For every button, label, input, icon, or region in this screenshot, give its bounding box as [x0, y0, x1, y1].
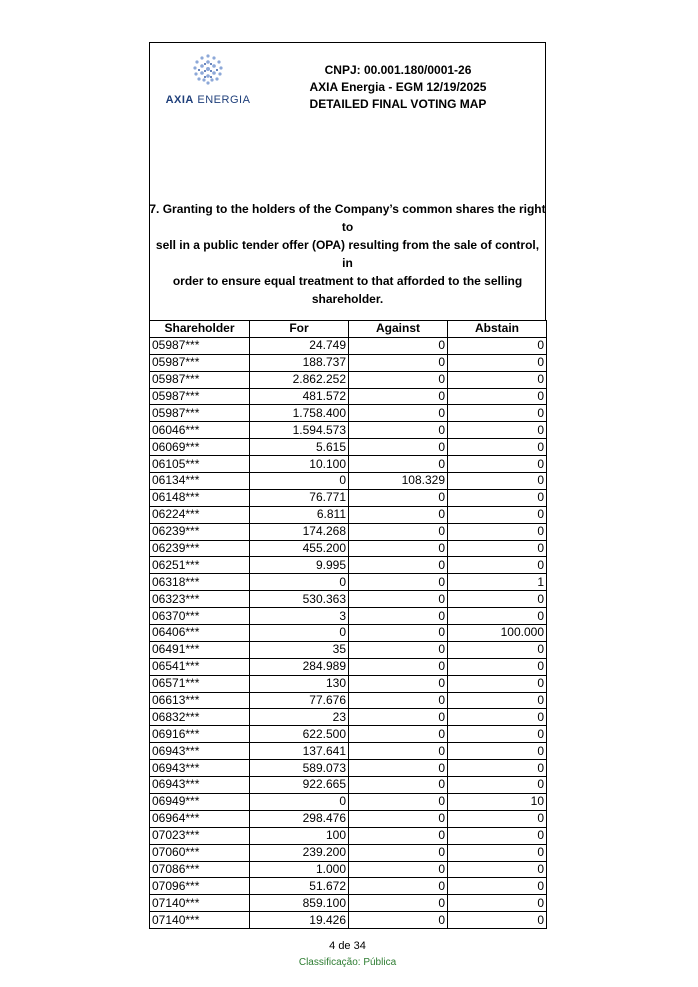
cell-for: 10.100	[250, 456, 349, 473]
cell-shareholder: 06239***	[150, 523, 250, 540]
table-row	[150, 692, 547, 709]
cell-shareholder: 06148***	[150, 489, 250, 506]
cell-abstain: 0	[448, 641, 547, 658]
cell-for: 622.500	[250, 726, 349, 743]
cell-against: 0	[349, 895, 448, 912]
cell-against: 0	[349, 371, 448, 388]
cell-abstain: 0	[448, 523, 547, 540]
cell-for: 298.476	[250, 810, 349, 827]
cell-for: 130	[250, 675, 349, 692]
cell-against: 0	[349, 709, 448, 726]
document-header	[290, 62, 506, 113]
cell-abstain: 1	[448, 574, 547, 591]
cell-shareholder: 06943***	[150, 760, 250, 777]
cell-for: 100	[250, 827, 349, 844]
cell-shareholder: 05987***	[150, 371, 250, 388]
cell-for: 174.268	[250, 523, 349, 540]
cell-shareholder: 07086***	[150, 861, 250, 878]
table-row	[150, 861, 547, 878]
cell-shareholder: 07060***	[150, 844, 250, 861]
cell-abstain: 0	[448, 456, 547, 473]
table-row	[150, 456, 547, 473]
cell-against: 0	[349, 354, 448, 371]
map-title: DETAILED FINAL VOTING MAP	[309, 97, 487, 111]
cell-abstain: 0	[448, 489, 547, 506]
cell-for: 51.672	[250, 878, 349, 895]
cell-for: 76.771	[250, 489, 349, 506]
agenda-item	[149, 200, 546, 308]
cell-against: 0	[349, 523, 448, 540]
table-row	[150, 574, 547, 591]
cell-against: 108.329	[349, 473, 448, 490]
agenda-item-line: order to ensure equal treatment to that afforded to the selling	[172, 274, 523, 288]
cell-shareholder: 06318***	[150, 574, 250, 591]
cell-abstain: 0	[448, 422, 547, 439]
cell-against: 0	[349, 574, 448, 591]
cell-shareholder: 05987***	[150, 388, 250, 405]
cell-abstain: 0	[448, 810, 547, 827]
cell-against: 0	[349, 422, 448, 439]
cell-for: 0	[250, 793, 349, 810]
cell-abstain: 0	[448, 861, 547, 878]
table-row	[150, 827, 547, 844]
cell-for: 1.758.400	[250, 405, 349, 422]
cell-against: 0	[349, 861, 448, 878]
cell-against: 0	[349, 557, 448, 574]
cell-against: 0	[349, 388, 448, 405]
table-row	[150, 557, 547, 574]
cell-abstain: 0	[448, 895, 547, 912]
cell-shareholder: 05987***	[150, 405, 250, 422]
table-row	[150, 675, 547, 692]
cell-for: 0	[250, 574, 349, 591]
table-row	[150, 641, 547, 658]
cell-shareholder: 06239***	[150, 540, 250, 557]
cell-for: 3	[250, 608, 349, 625]
cell-abstain: 0	[448, 388, 547, 405]
cell-against: 0	[349, 777, 448, 794]
cell-against: 0	[349, 810, 448, 827]
cell-abstain: 0	[448, 337, 547, 354]
cell-against: 0	[349, 405, 448, 422]
table-row	[150, 709, 547, 726]
table-row	[150, 506, 547, 523]
cell-for: 481.572	[250, 388, 349, 405]
cell-for: 9.995	[250, 557, 349, 574]
table-header-row	[150, 321, 547, 338]
cell-abstain: 100.000	[448, 625, 547, 642]
cell-shareholder: 07140***	[150, 895, 250, 912]
table-row	[150, 625, 547, 642]
page-number: 4 de 34	[329, 940, 366, 952]
cell-abstain: 0	[448, 692, 547, 709]
cnpj-line: CNPJ: 00.001.180/0001-26	[324, 63, 472, 77]
cell-shareholder: 06105***	[150, 456, 250, 473]
cell-against: 0	[349, 692, 448, 709]
cell-shareholder: 05987***	[150, 337, 250, 354]
cell-shareholder: 06613***	[150, 692, 250, 709]
cell-shareholder: 06949***	[150, 793, 250, 810]
table-row	[150, 354, 547, 371]
cell-for: 455.200	[250, 540, 349, 557]
cell-against: 0	[349, 439, 448, 456]
cell-against: 0	[349, 641, 448, 658]
cell-shareholder: 06541***	[150, 658, 250, 675]
table-row	[150, 658, 547, 675]
cell-for: 19.426	[250, 912, 349, 929]
logo-text-rest: ENERGIA	[193, 94, 251, 106]
table-row	[150, 439, 547, 456]
cell-shareholder: 07140***	[150, 912, 250, 929]
cell-against: 0	[349, 456, 448, 473]
table-row	[150, 726, 547, 743]
cell-shareholder: 05987***	[150, 354, 250, 371]
cell-for: 5.615	[250, 439, 349, 456]
agenda-item-line: sell in a public tender offer (OPA) resulting from the sale of control, in	[155, 238, 540, 270]
agenda-item-line: shareholder.	[311, 292, 384, 306]
cell-shareholder: 06323***	[150, 591, 250, 608]
table-row	[150, 523, 547, 540]
table-row	[150, 540, 547, 557]
cell-against: 0	[349, 912, 448, 929]
cell-abstain: 0	[448, 405, 547, 422]
table-row	[150, 422, 547, 439]
table-row	[150, 473, 547, 490]
company-logo	[163, 52, 253, 110]
table-row	[150, 489, 547, 506]
cell-for: 0	[250, 625, 349, 642]
cell-for: 2.862.252	[250, 371, 349, 388]
cell-abstain: 0	[448, 439, 547, 456]
table-row	[150, 878, 547, 895]
column-header-for: For	[250, 321, 349, 338]
cell-for: 922.665	[250, 777, 349, 794]
cell-against: 0	[349, 540, 448, 557]
cell-abstain: 0	[448, 675, 547, 692]
cell-shareholder: 06964***	[150, 810, 250, 827]
cell-for: 1.000	[250, 861, 349, 878]
cell-for: 0	[250, 473, 349, 490]
cell-against: 0	[349, 337, 448, 354]
cell-abstain: 0	[448, 743, 547, 760]
cell-abstain: 0	[448, 371, 547, 388]
cell-against: 0	[349, 608, 448, 625]
cell-abstain: 0	[448, 777, 547, 794]
cell-against: 0	[349, 489, 448, 506]
table-row	[150, 743, 547, 760]
cell-shareholder: 06224***	[150, 506, 250, 523]
cell-abstain: 0	[448, 844, 547, 861]
table-body	[150, 337, 547, 928]
cell-for: 77.676	[250, 692, 349, 709]
table-row	[150, 591, 547, 608]
cell-for: 1.594.573	[250, 422, 349, 439]
table-row	[150, 810, 547, 827]
cell-against: 0	[349, 827, 448, 844]
cell-abstain: 0	[448, 827, 547, 844]
column-header-abstain: Abstain	[448, 321, 547, 338]
cell-abstain: 10	[448, 793, 547, 810]
cell-for: 284.989	[250, 658, 349, 675]
cell-abstain: 0	[448, 760, 547, 777]
cell-shareholder: 06069***	[150, 439, 250, 456]
cell-shareholder: 06370***	[150, 608, 250, 625]
cell-abstain: 0	[448, 506, 547, 523]
cell-for: 24.749	[250, 337, 349, 354]
table-row	[150, 793, 547, 810]
logo-text-bold: AXIA	[165, 94, 194, 106]
cell-against: 0	[349, 760, 448, 777]
cell-abstain: 0	[448, 608, 547, 625]
cell-for: 137.641	[250, 743, 349, 760]
agenda-item-line: 7. Granting to the holders of the Company’s common shares the right to	[149, 202, 546, 234]
cell-shareholder: 07096***	[150, 878, 250, 895]
cell-against: 0	[349, 793, 448, 810]
cell-abstain: 0	[448, 709, 547, 726]
cell-abstain: 0	[448, 878, 547, 895]
column-header-against: Against	[349, 321, 448, 338]
cell-shareholder: 06406***	[150, 625, 250, 642]
cell-shareholder: 06134***	[150, 473, 250, 490]
cell-against: 0	[349, 591, 448, 608]
logo-wordmark	[163, 94, 253, 106]
cell-abstain: 0	[448, 557, 547, 574]
cell-abstain: 0	[448, 591, 547, 608]
cell-for: 859.100	[250, 895, 349, 912]
cell-abstain: 0	[448, 726, 547, 743]
cell-shareholder: 06491***	[150, 641, 250, 658]
logo-mark-icon	[163, 52, 253, 92]
table-row	[150, 895, 547, 912]
table-row	[150, 388, 547, 405]
cell-abstain: 0	[448, 658, 547, 675]
table-row	[150, 371, 547, 388]
table-row	[150, 760, 547, 777]
cell-shareholder: 06943***	[150, 743, 250, 760]
cell-abstain: 0	[448, 473, 547, 490]
table-row	[150, 405, 547, 422]
column-header-shareholder: Shareholder	[150, 321, 250, 338]
cell-shareholder: 06832***	[150, 709, 250, 726]
cell-for: 23	[250, 709, 349, 726]
cell-for: 589.073	[250, 760, 349, 777]
cell-shareholder: 06251***	[150, 557, 250, 574]
cell-against: 0	[349, 844, 448, 861]
cell-against: 0	[349, 675, 448, 692]
cell-against: 0	[349, 726, 448, 743]
table-row	[150, 337, 547, 354]
cell-for: 239.200	[250, 844, 349, 861]
cell-for: 6.811	[250, 506, 349, 523]
meeting-line: AXIA Energia - EGM 12/19/2025	[309, 80, 487, 94]
cell-for: 35	[250, 641, 349, 658]
cell-for: 188.737	[250, 354, 349, 371]
table-row	[150, 844, 547, 861]
cell-shareholder: 06571***	[150, 675, 250, 692]
cell-for: 530.363	[250, 591, 349, 608]
cell-shareholder: 06916***	[150, 726, 250, 743]
table-row	[150, 912, 547, 929]
cell-shareholder: 06943***	[150, 777, 250, 794]
classification-label: Classificação: Pública	[298, 957, 397, 968]
cell-abstain: 0	[448, 354, 547, 371]
cell-abstain: 0	[448, 540, 547, 557]
cell-against: 0	[349, 506, 448, 523]
cell-against: 0	[349, 878, 448, 895]
cell-against: 0	[349, 625, 448, 642]
cell-against: 0	[349, 743, 448, 760]
cell-shareholder: 07023***	[150, 827, 250, 844]
voting-table	[149, 320, 547, 929]
cell-abstain: 0	[448, 912, 547, 929]
cell-shareholder: 06046***	[150, 422, 250, 439]
table-row	[150, 608, 547, 625]
table-row	[150, 777, 547, 794]
cell-against: 0	[349, 658, 448, 675]
